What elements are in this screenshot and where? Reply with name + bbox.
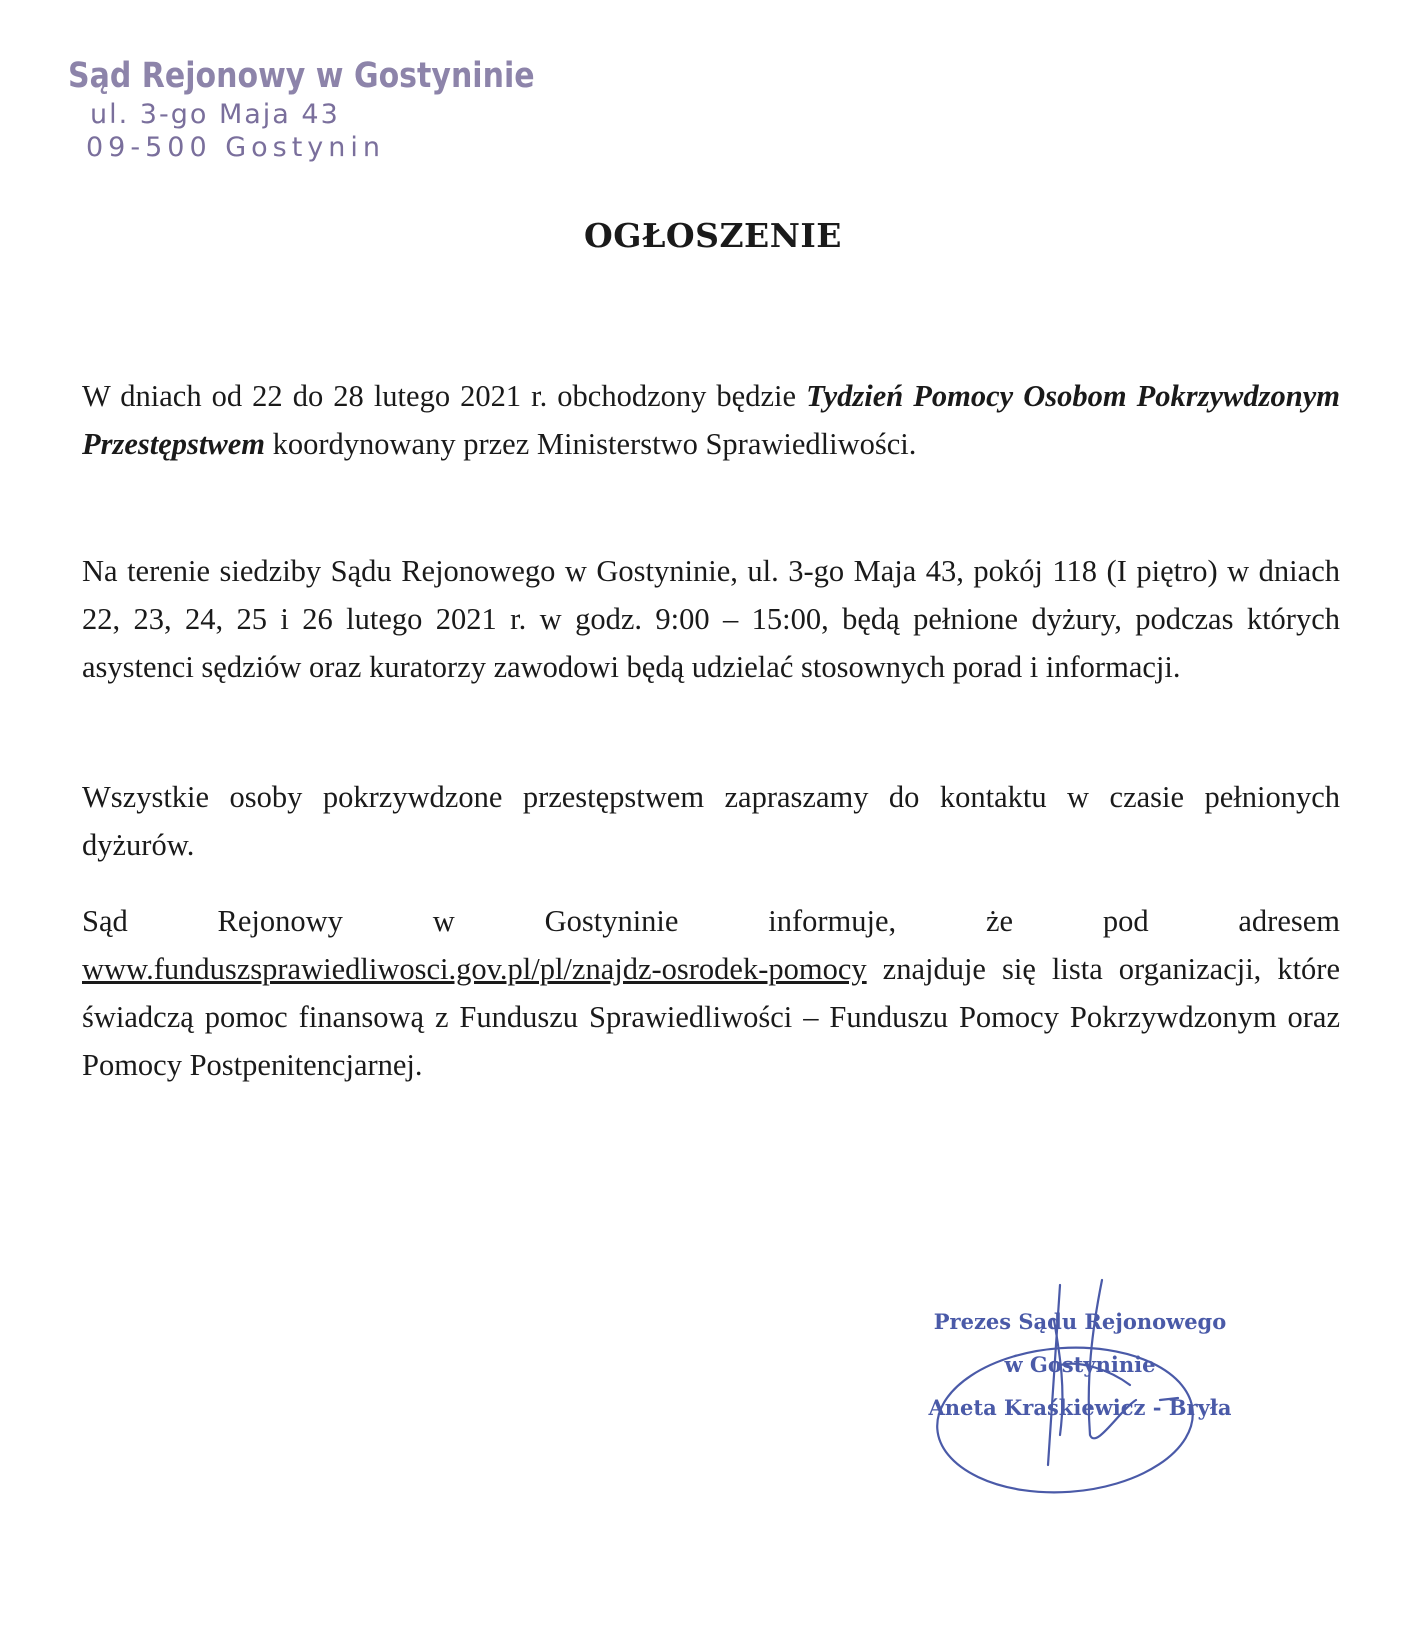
paragraph-fund-info	[82, 897, 1340, 1089]
paragraph-invitation-text: Wszystkie osoby pokrzywdzone przestępstwem zapraszamy do kontaktu w czasie pełnionych dyżurów.	[82, 780, 1340, 862]
paragraph-fund-text-2: znajduje się lista organizacji, które świadczą pomoc finansową z Funduszu Sprawiedliwości – Funduszu Pomocy Pokrzywdzonym oraz Pomocy Postpenitencjarnej.	[82, 952, 1340, 1082]
signature-name: Aneta Kraśkiewicz - Bryła	[928, 1395, 1232, 1420]
signature-block	[910, 1300, 1250, 1500]
signature-title: Prezes Sądu Rejonowego	[933, 1309, 1227, 1334]
paragraph-duty-hours	[82, 547, 1340, 691]
paragraph-event-text-2: koordynowany przez Ministerstwo Sprawiedliwości.	[265, 427, 917, 461]
stamp-court-name: Sąd Rejonowy w Gostyninie	[68, 56, 535, 97]
paragraph-fund-text-1: Sąd Rejonowy w Gostyninie informuje, że pod adresem	[82, 904, 1340, 938]
stamp-postal: 09-500 Gostynin	[86, 132, 386, 163]
paragraph-duty-hours-text: Na terenie siedziby Sądu Rejonowego w Gostyninie, ul. 3-go Maja 43, pokój 118 (I piętro) w dniach 22, 23, 24, 25 i 26 lutego 2021 r. w godz. 9:00 – 15:00, będą pełnione dyżury, podczas których asystenci sędziów oraz kuratorzy zawodowi będą udzielać stosownych porad i informacji.	[82, 554, 1340, 684]
signature-location: w Gostyninie	[1004, 1352, 1156, 1377]
document-title: OGŁOSZENIE	[584, 216, 842, 255]
paragraph-event	[82, 372, 1340, 468]
event-name: Tydzień Pomocy Osobom Pokrzywdzonym Przestępstwem	[82, 379, 1340, 461]
court-stamp	[68, 56, 535, 163]
paragraph-event-text-1: W dniach od 22 do 28 lutego 2021 r. obchodzony będzie	[82, 379, 807, 413]
stamp-street: ul. 3-go Maja 43	[90, 99, 340, 130]
paragraph-invitation	[82, 773, 1340, 869]
fund-website-link[interactable]: www.funduszsprawiedliwosci.gov.pl/pl/znajdz-osrodek-pomocy	[82, 952, 867, 986]
